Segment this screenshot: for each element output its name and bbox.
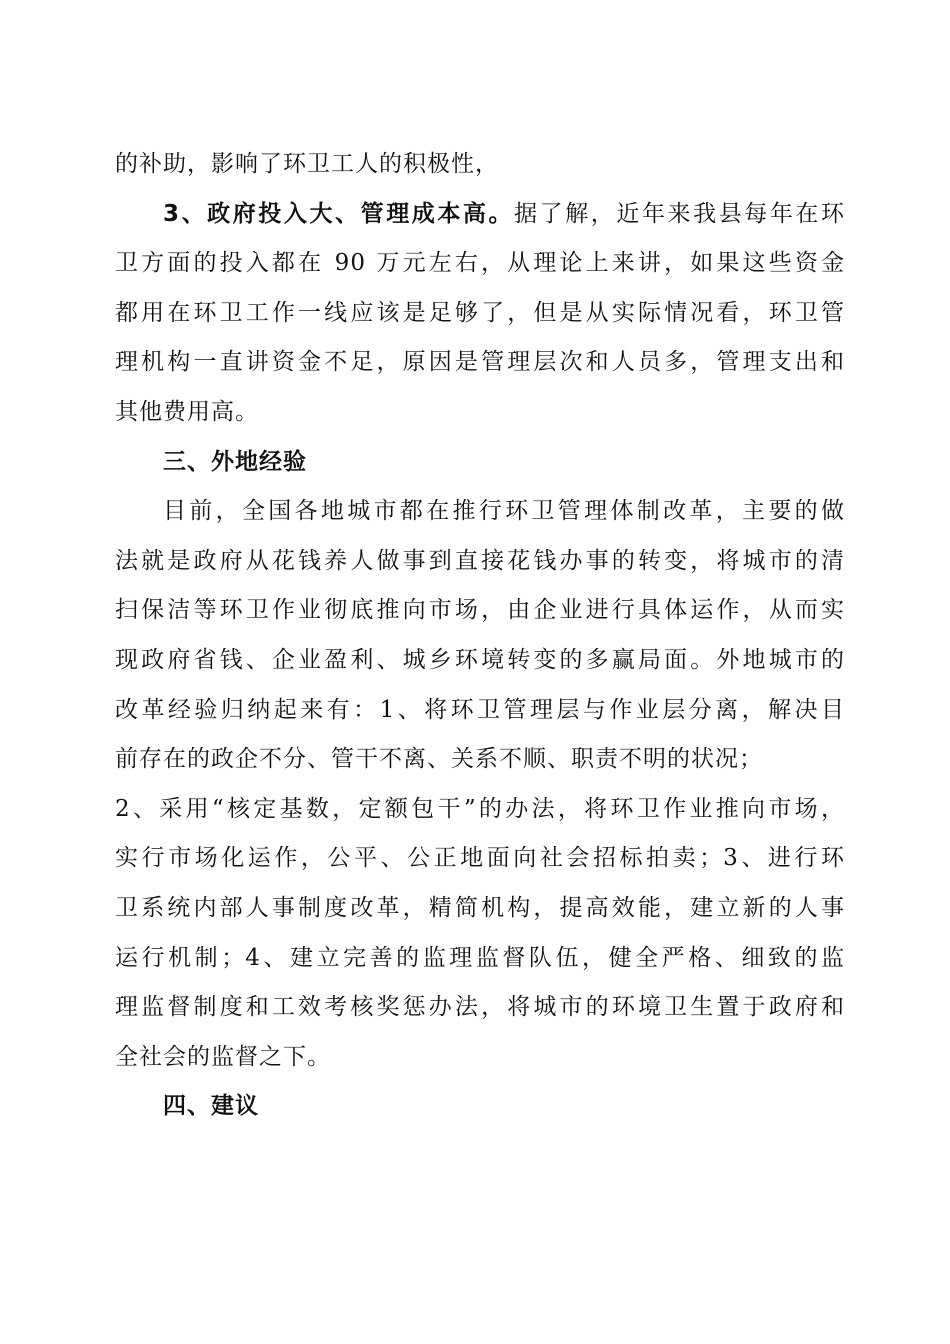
- document-body: [115, 140, 845, 1132]
- paragraph-line: 前存在的政企不分、管干不离、关系不顺、职责不明的状况；: [115, 746, 763, 773]
- paragraph-3-lead-rest: 据了解，近年来我县每年在环: [514, 200, 845, 227]
- paragraph-line: 的补助，影响了环卫工人的积极性，: [115, 151, 499, 177]
- paragraph-line: 理机构一直讲资金不足，原因是管理层次和人员多，管理支出和: [115, 349, 845, 376]
- paragraph-line: 法就是政府从花钱养人做事到直接花钱办事的转变，将城市的清: [115, 547, 845, 574]
- paragraph-line: 现政府省钱、企业盈利、城乡环境转变的多赢局面。外地城市的: [115, 646, 845, 673]
- paragraph-line: 2、采用“核定基数，定额包干”的办法，将环卫作业推向市场，: [115, 795, 845, 822]
- paragraph-line: 改革经验归纳起来有：1、将环卫管理层与作业层分离，解决目: [115, 696, 845, 723]
- paragraph-line: 卫方面的投入都在 90 万元左右，从理论上来讲，如果这些资金: [115, 250, 845, 277]
- paragraph-line: 运行机制；4、建立完善的监理监督队伍，健全严格、细致的监: [115, 944, 845, 971]
- paragraph-line: 卫系统内部人事制度改革，精简机构，提高效能，建立新的人事: [115, 894, 845, 921]
- paragraph-line: 其他费用高。: [115, 398, 259, 425]
- paragraph-3-bold-lead: 3、政府投入大、管理成本高。: [163, 200, 515, 227]
- section-heading-4: 四、建议: [163, 1093, 259, 1120]
- paragraph-line: 理监督制度和工效考核奖惩办法，将城市的环境卫生置于政府和: [115, 994, 845, 1021]
- paragraph-line: 目前，全国各地城市都在推行环卫管理体制改革，主要的做: [163, 498, 845, 525]
- paragraph-line: 全社会的监督之下。: [115, 1043, 331, 1070]
- paragraph-line: 实行市场化运作，公平、公正地面向社会招标拍卖；3、进行环: [115, 845, 845, 872]
- paragraph-3-line-1: [115, 190, 845, 240]
- section-heading-3: 三、外地经验: [163, 448, 307, 475]
- paragraph-line: 都用在环卫工作一线应该是足够了，但是从实际情况看，环卫管: [115, 299, 845, 326]
- paragraph-line: 扫保洁等环卫作业彻底推向市场，由企业进行具体运作，从而实: [115, 597, 845, 624]
